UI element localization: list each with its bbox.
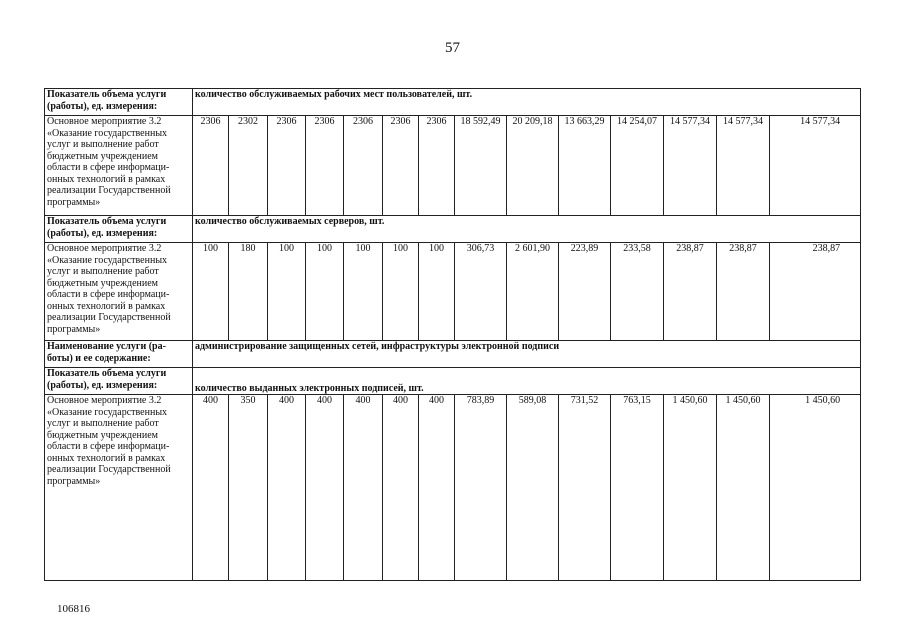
indicator-header-label: Показатель объема услуги (работы), ед. измерения:: [45, 368, 193, 395]
value-cell: 589,08: [507, 395, 559, 581]
value-cell: 400: [268, 395, 306, 581]
row-label: Основное мероприятие 3.2 «Оказание государственных услуг и выполнение работ бюджетным учреждением области в сфере информаци-онных технологий в рамках реализации Государственной программы»: [45, 116, 193, 216]
value-cell: 180: [229, 243, 268, 341]
value-cell: 238,87: [664, 243, 717, 341]
row-label: Основное мероприятие 3.2 «Оказание государственных услуг и выполнение работ бюджетным учреждением области в сфере информаци-онных технологий в рамках реализации Государственной программы»: [45, 243, 193, 341]
indicator-header-label: Показатель объема услуги (работы), ед. измерения:: [45, 89, 193, 116]
value-cell: 20 209,18: [507, 116, 559, 216]
value-cell: 2306: [419, 116, 455, 216]
value-cell: 2306: [306, 116, 344, 216]
section-header-row: [45, 368, 861, 395]
value-cell: 400: [344, 395, 383, 581]
value-cell: 400: [306, 395, 344, 581]
value-cell: 2306: [268, 116, 306, 216]
value-cell: 13 663,29: [559, 116, 611, 216]
value-cell: 763,15: [611, 395, 664, 581]
section-header-row: [45, 216, 861, 243]
value-cell: 2306: [383, 116, 419, 216]
service-name-label: Наименование услуги (ра-боты) и ее содержание:: [45, 341, 193, 368]
indicator-header-value: количество обслуживаемых рабочих мест пользователей, шт.: [193, 89, 861, 116]
row-label: Основное мероприятие 3.2 «Оказание государственных услуг и выполнение работ бюджетным учреждением области в сфере информаци-онных технологий в рамках реализации Государственной программы»: [45, 395, 193, 581]
indicator-table: [44, 88, 861, 581]
indicator-header-value: количество выданных электронных подписей, шт.: [193, 368, 861, 395]
value-cell: 783,89: [455, 395, 507, 581]
value-cell: 2306: [193, 116, 229, 216]
value-cell: 100: [306, 243, 344, 341]
value-cell: 100: [268, 243, 306, 341]
section-header-row: [45, 89, 861, 116]
value-cell: 350: [229, 395, 268, 581]
value-cell: 400: [383, 395, 419, 581]
service-name-value: администрирование защищенных сетей, инфраструктуры электронной подписи: [193, 341, 861, 368]
value-cell: 100: [383, 243, 419, 341]
service-name-row: [45, 341, 861, 368]
indicator-header-value: количество обслуживаемых серверов, шт.: [193, 216, 861, 243]
indicator-header-label: Показатель объема услуги (работы), ед. измерения:: [45, 216, 193, 243]
value-cell: 2 601,90: [507, 243, 559, 341]
value-cell: 233,58: [611, 243, 664, 341]
value-cell: 14 577,34: [664, 116, 717, 216]
page-number: 57: [445, 40, 460, 56]
value-cell: 1 450,60: [770, 395, 861, 581]
value-cell: 1 450,60: [717, 395, 770, 581]
table-row: [45, 116, 861, 216]
value-cell: 14 254,07: [611, 116, 664, 216]
value-cell: 306,73: [455, 243, 507, 341]
value-cell: 238,87: [717, 243, 770, 341]
value-cell: 14 577,34: [717, 116, 770, 216]
value-cell: 100: [193, 243, 229, 341]
document-code: 106816: [57, 603, 90, 615]
value-cell: 1 450,60: [664, 395, 717, 581]
value-cell: 100: [419, 243, 455, 341]
value-cell: 18 592,49: [455, 116, 507, 216]
value-cell: 223,89: [559, 243, 611, 341]
value-cell: 100: [344, 243, 383, 341]
value-cell: 400: [193, 395, 229, 581]
value-cell: 2306: [344, 116, 383, 216]
value-cell: 731,52: [559, 395, 611, 581]
table-row: [45, 395, 861, 581]
table-row: [45, 243, 861, 341]
value-cell: 14 577,34: [770, 116, 861, 216]
value-cell: 2302: [229, 116, 268, 216]
value-cell: 238,87: [770, 243, 861, 341]
value-cell: 400: [419, 395, 455, 581]
